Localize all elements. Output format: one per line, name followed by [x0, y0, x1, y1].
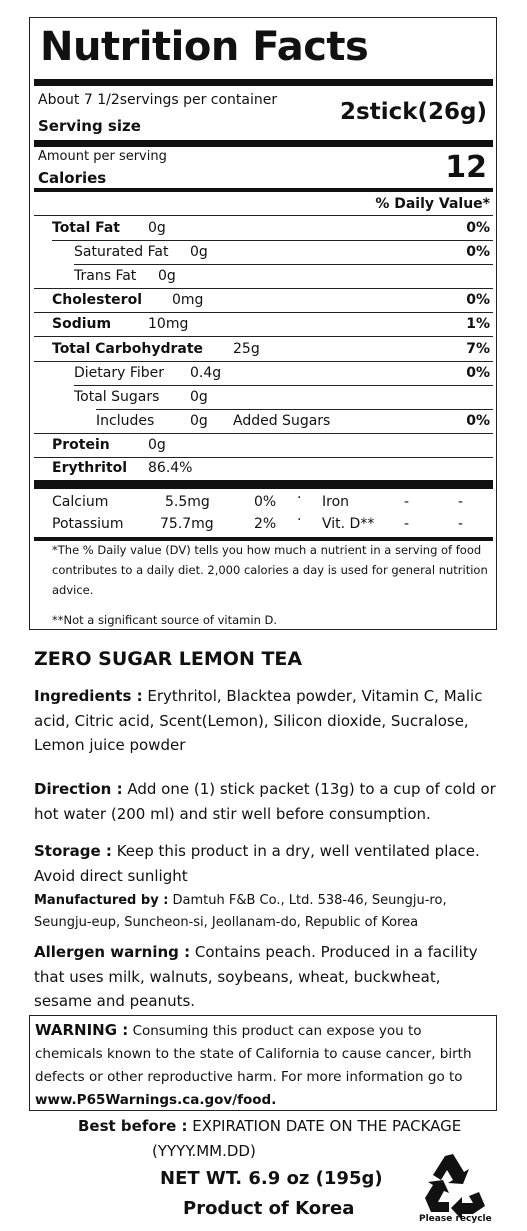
warning-text: Consuming this product can expose you to chemicals known to the state of California to cause cancer, birth defects or other reproductive harm. For more information go to: [35, 1023, 472, 1085]
row-divider: [34, 288, 493, 289]
nutrient-dv: 0%: [466, 413, 490, 429]
daily-value-header: % Daily Value*: [375, 196, 490, 212]
best-before-label: Best before :: [78, 1117, 188, 1135]
servings-per-container: About 7 1/2servings per container: [38, 92, 278, 108]
mineral-dv: 0%: [254, 494, 277, 510]
mineral-dv: -: [458, 516, 464, 532]
row-divider: [34, 312, 493, 313]
mineral-dv: -: [458, 494, 464, 510]
row-divider: [96, 409, 493, 410]
nutrient-label: Protein: [52, 437, 110, 453]
row-divider: [34, 433, 493, 434]
allergen-label: Allergen warning :: [34, 943, 191, 961]
best-before: [78, 1117, 461, 1135]
mineral-name: Potassium: [52, 516, 124, 532]
vitamin-d-footnote: **Not a significant source of vitamin D.: [52, 613, 278, 627]
nutrient-amount: 0g: [158, 268, 176, 284]
mineral-name: Iron: [322, 494, 350, 510]
mineral-amount: 5.5mg: [165, 494, 210, 510]
bullet-dot: ·: [297, 512, 302, 528]
nutrient-dv: 7%: [466, 341, 490, 357]
nutrient-label: Erythritol: [52, 460, 128, 476]
best-before-text: EXPIRATION DATE ON THE PACKAGE: [192, 1117, 462, 1135]
calories-label: Calories: [38, 169, 107, 187]
ingredients-text: Erythritol, Blacktea powder, Vitamin C, Malic acid, Citric acid, Scent(Lemon), Silicon dioxide, Sucralose, Lemon juice powder: [34, 687, 483, 754]
nutrient-amount: 0g: [148, 437, 166, 453]
ingredients-label: Ingredients :: [34, 687, 143, 705]
storage-text: Keep this product in a dry, well ventilated place. Avoid direct sunlight: [34, 842, 480, 885]
mineral-name: Vit. D**: [322, 516, 375, 532]
nutrient-label: Total Fat: [52, 220, 121, 236]
nutrient-label: Dietary Fiber: [74, 365, 165, 381]
warning-link[interactable]: www.P65Warnings.ca.gov/food.: [35, 1092, 277, 1108]
allergen-text: Contains peach. Produced in a facility that uses milk, walnuts, soybeans, wheat, buckwheat, sesame and peanuts.: [34, 943, 478, 1010]
row-divider: [74, 264, 493, 265]
nutrient-amount: 0g: [190, 244, 208, 260]
recycle-icon: [417, 1150, 489, 1222]
ingredients: [34, 684, 502, 758]
mineral-name: Calcium: [52, 494, 109, 510]
calories-value: 12: [445, 150, 487, 185]
nutrient-amount: 10mg: [148, 316, 189, 332]
thick-rule: [34, 480, 493, 489]
nutrient-amount: 25g: [233, 341, 260, 357]
thick-rule: [34, 140, 493, 147]
direction-text: Add one (1) stick packet (13g) to a cup of cold or hot water (200 ml) and stir well before consumption.: [34, 780, 496, 823]
nutrient-amount: 0g: [148, 220, 166, 236]
serving-size-value: 2stick(26g): [340, 99, 487, 125]
manufacturer: [34, 890, 502, 934]
nutrient-label: Total Carbohydrate: [52, 341, 204, 357]
row-divider: [34, 336, 493, 337]
direction: [34, 777, 502, 826]
mineral-dv: 2%: [254, 516, 277, 532]
recycle-label: Please recycle: [419, 1214, 492, 1224]
prop65-warning: [35, 1019, 493, 1112]
row-divider: [52, 240, 493, 241]
best-before-format: (YYYY.MM.DD): [152, 1142, 256, 1160]
serving-size-label: Serving size: [38, 117, 141, 135]
mineral-amount: -: [404, 494, 410, 510]
nutrient-amount: 0g: [190, 389, 208, 405]
mineral-amount: -: [404, 516, 410, 532]
nutrient-dv: 0%: [466, 365, 490, 381]
row-divider: [34, 215, 493, 216]
nutrient-extra: Added Sugars: [233, 413, 331, 429]
warning-label: WARNING :: [35, 1021, 129, 1039]
row-divider: [34, 361, 493, 362]
amount-per-serving: Amount per serving: [38, 149, 167, 164]
nutrient-amount: 0mg: [172, 292, 204, 308]
storage-label: Storage :: [34, 842, 112, 860]
mineral-amount: 75.7mg: [160, 516, 214, 532]
nutrient-amount: 86.4%: [148, 460, 193, 476]
nutrient-label: Saturated Fat: [74, 244, 169, 260]
nutrient-amount: 0.4g: [190, 365, 222, 381]
nutrient-label: Sodium: [52, 316, 112, 332]
bullet-dot: ·: [297, 490, 302, 506]
nutrient-label: Total Sugars: [74, 389, 160, 405]
nutrition-title: Nutrition Facts: [40, 24, 369, 70]
nutrient-label: Trans Fat: [74, 268, 137, 284]
manufacturer-text: Damtuh F&B Co., Ltd. 538-46, Seungju-ro, Seungju-eup, Suncheon-si, Jeollanam-do, Republic of Korea: [34, 893, 447, 930]
thick-rule: [34, 79, 493, 86]
row-divider: [74, 385, 493, 386]
nutrient-amount: 0g: [190, 413, 208, 429]
nutrient-dv: 1%: [466, 316, 490, 332]
medium-rule: [34, 188, 493, 192]
nutrient-label: Cholesterol: [52, 292, 142, 308]
allergen-warning: [34, 940, 502, 1014]
row-divider: [34, 457, 493, 458]
storage: [34, 839, 502, 888]
nutrient-dv: 0%: [466, 292, 490, 308]
nutrient-dv: 0%: [466, 220, 490, 236]
product-name: ZERO SUGAR LEMON TEA: [34, 648, 303, 670]
nutrient-label: Includes: [96, 413, 155, 429]
manufacturer-label: Manufactured by :: [34, 893, 169, 908]
nutrient-dv: 0%: [466, 244, 490, 260]
country-of-origin: Product of Korea: [183, 1198, 355, 1219]
daily-value-footnote: *The % Daily value (DV) tells you how much a nutrient in a serving of food contributes to a daily diet. 2,000 calories a day is used for general nutrition advice.: [52, 543, 488, 597]
net-weight: NET WT. 6.9 oz (195g): [160, 1168, 383, 1189]
direction-label: Direction :: [34, 780, 123, 798]
